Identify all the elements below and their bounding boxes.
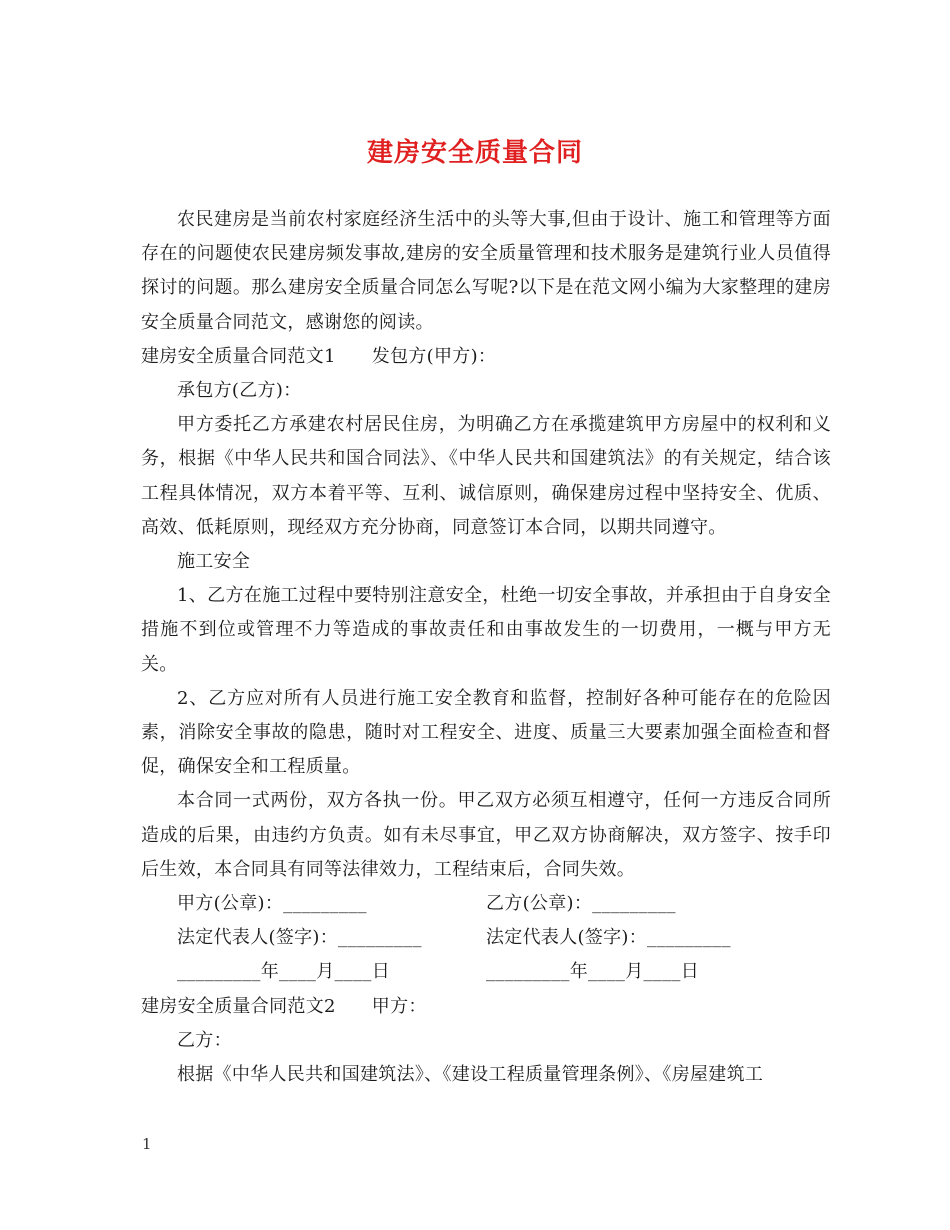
document-body [141,203,831,1092]
sample2-party-a: 甲方： [371,995,427,1017]
party-b-seal-field: 乙方(公章)：_________ [486,893,676,915]
sample1-preamble: 甲方委托乙方承建农村居民住房，为明确乙方在承揽建筑甲方房屋中的权利和义务，根据《中华人民共和国合同法》、《中华人民共和国建筑法》的有关规定，结合该工程具体情况，双方本着平等、互利、诚信原则，确保建房过程中坚持安全、优质、高效、低耗原则，现经双方充分协商，同意签订本合同，以期共同遵守。 [141,414,831,538]
page-number: 1 [142,1135,152,1153]
party-b-date-field: _________年____月____日 [486,961,699,983]
sample2-heading-line [141,990,831,1024]
signature-date-row [141,955,831,989]
sample1-closing: 本合同一式两份，双方各执一份。甲乙双方必须互相遵守，任何一方违反合同所造成的后果，由违约方负责。如有未尽事宜，甲乙双方协商解决，双方签字、按手印后生效，本合同具有同等法律效力，工程结束后，合同失效。 [141,790,831,880]
intro-paragraph: 农民建房是当前农村家庭经济生活中的头等大事,但由于设计、施工和管理等方面存在的问题使农民建房频发事故,建房的安全质量管理和技术服务是建筑行业人员值得探讨的问题。那么建房安全质量合同怎么写呢?以下是在范文网小编为大家整理的建房安全质量合同范文，感谢您的阅读。 [141,209,831,333]
sample2-heading: 建房安全质量合同范文2 [141,995,336,1017]
sample1-party-a: 发包方(甲方)： [371,345,497,367]
document-title: 建房安全质量合同 [366,138,583,168]
party-a-date-field: _________年____月____日 [177,961,390,983]
party-a-rep-field: 法定代表人(签字)：_________ [177,927,422,949]
sample1-section-title: 施工安全 [177,551,251,573]
signature-rep-row [141,921,831,955]
party-b-rep-field: 法定代表人(签字)：_________ [486,927,731,949]
sample2-party-b: 乙方： [177,1029,232,1051]
sample1-heading-line [141,340,831,374]
sample1-clause-2: 2、乙方应对所有人员进行施工安全教育和监督，控制好各种可能存在的危险因素，消除安全事故的隐患，随时对工程安全、进度、质量三大要素加强全面检查和督促，确保安全和工程质量。 [141,687,831,778]
sample1-party-b: 承包方(乙方)： [177,380,302,402]
sample1-heading: 建房安全质量合同范文1 [141,345,336,367]
sample1-clause-1: 1、乙方在施工过程中要特别注意安全，杜绝一切安全事故，并承担由于自身安全措施不到位或管理不力等造成的事故责任和由事故发生的一切费用，一概与甲方无关。 [141,585,831,675]
sample2-preamble: 根据《中华人民共和国建筑法》、《建设工程质量管理条例》、《房屋建筑工 [177,1064,764,1086]
signature-seal-row [141,887,831,921]
party-a-seal-field: 甲方(公章)：_________ [177,893,367,915]
